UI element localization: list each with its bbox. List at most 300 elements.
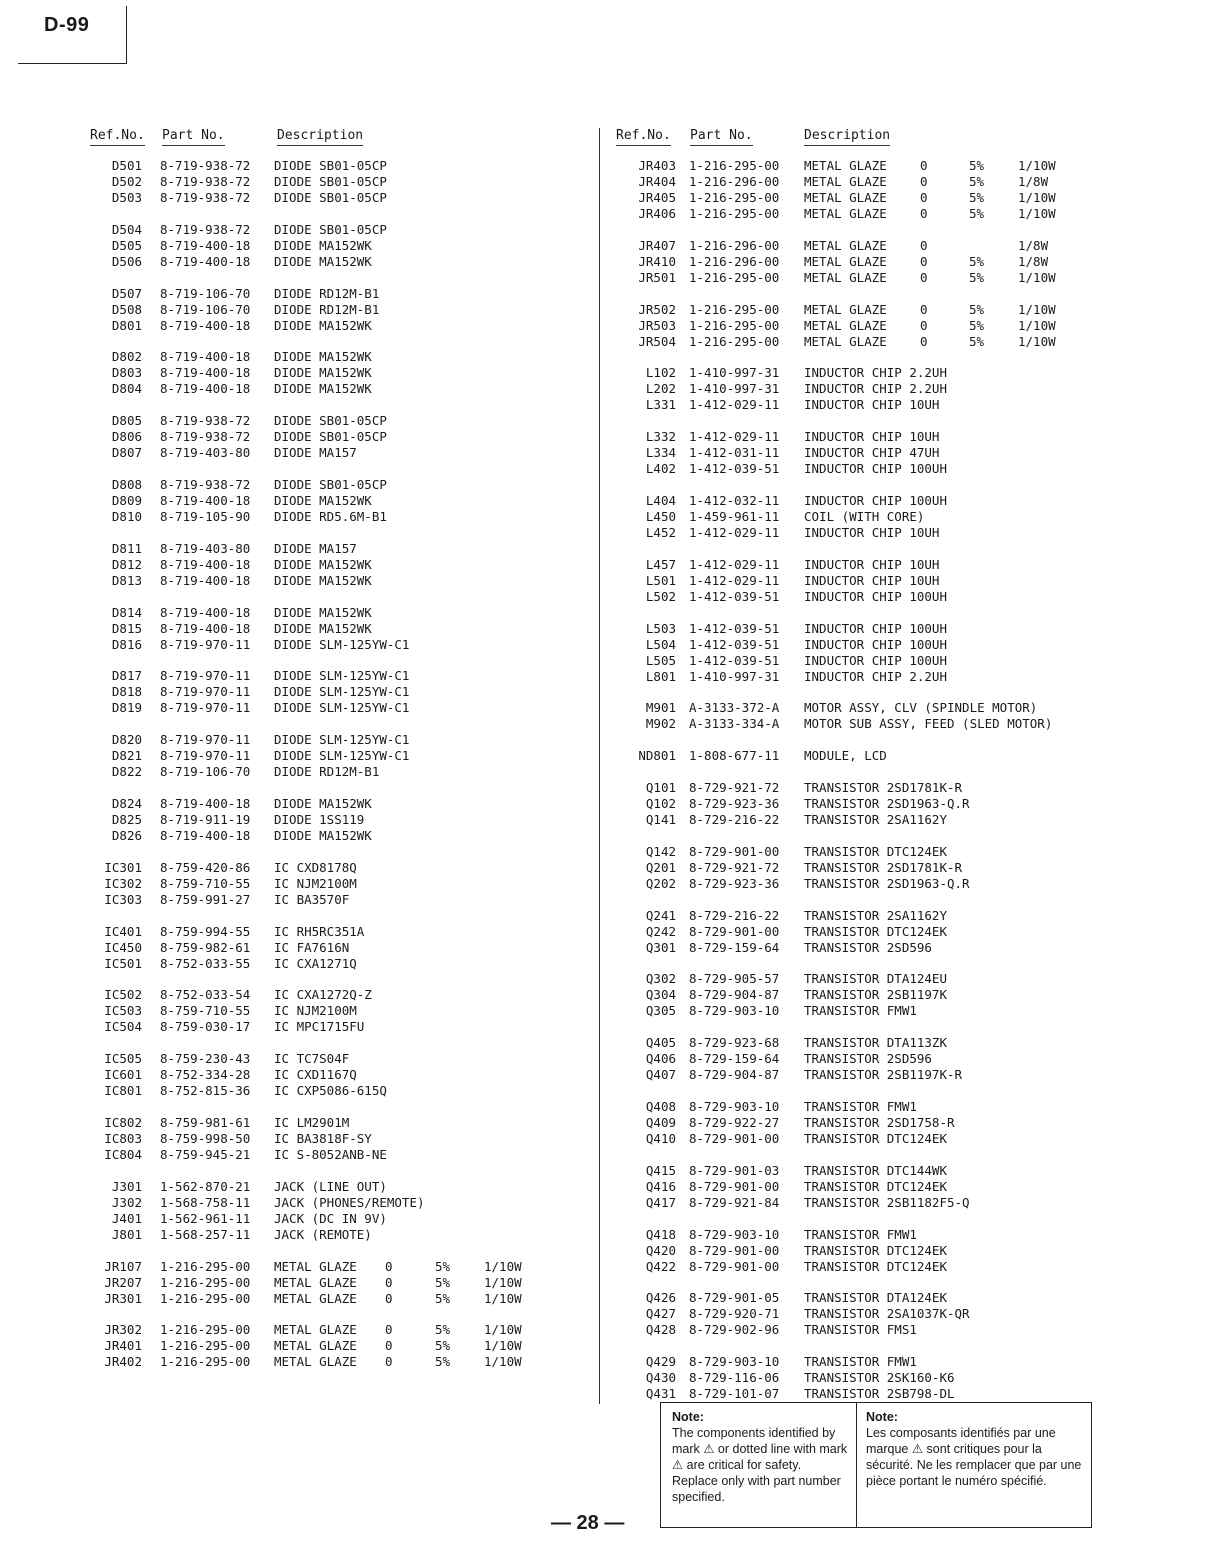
resistance-value: 0 [920, 190, 928, 205]
part-no: 8-729-923-68 [689, 1035, 780, 1051]
ref-no: D806 [111, 429, 142, 445]
model-name: D-99 [44, 14, 90, 36]
part-no: 1-412-029-11 [689, 572, 780, 588]
ref-no: L504 [645, 636, 676, 652]
description: DIODE RD12M-B1 [274, 301, 380, 317]
ref-no: JR410 [638, 253, 676, 269]
ref-no: Q101 [645, 779, 676, 795]
table-row [614, 1322, 1094, 1338]
table-row [614, 748, 1094, 764]
ref-no: D803 [111, 365, 142, 381]
table-row [614, 1370, 1094, 1386]
part-no: 8-759-981-61 [160, 1114, 251, 1130]
table-row [88, 1322, 548, 1338]
description: TRANSISTOR 2SB798-DL [804, 1386, 955, 1402]
part-no: 8-729-116-06 [689, 1370, 780, 1386]
description: TRANSISTOR 2SA1037K-QR [804, 1306, 970, 1322]
description: JACK (REMOTE) [274, 1226, 372, 1242]
parts-list-left [88, 158, 548, 1370]
resistance-value: 0 [385, 1354, 393, 1370]
ref-no: Q301 [645, 939, 676, 955]
part-no: 1-216-295-00 [689, 317, 780, 333]
description: DIODE MA152WK [274, 604, 372, 620]
table-row [614, 1195, 1094, 1211]
resistance-value: 0 [920, 301, 928, 317]
ref-no: L452 [645, 524, 676, 540]
table-header [614, 128, 1094, 150]
ref-no: Q405 [645, 1035, 676, 1051]
table-row [88, 222, 548, 238]
header-ref-no: Ref.No. [90, 128, 145, 146]
parts-group [614, 1099, 1094, 1147]
part-no: 1-412-031-11 [689, 445, 780, 461]
part-no: 1-216-295-00 [689, 190, 780, 205]
ref-no: L202 [645, 381, 676, 397]
table-row [88, 1003, 548, 1019]
description: METAL GLAZE [804, 333, 887, 349]
part-no: 8-729-901-05 [689, 1290, 780, 1306]
part-no: 1-412-039-51 [689, 652, 780, 668]
description: METAL GLAZE [804, 158, 887, 173]
ref-no: Q418 [645, 1226, 676, 1242]
ref-no: JR502 [638, 301, 676, 317]
ref-no: D815 [111, 620, 142, 636]
table-row [614, 621, 1094, 637]
description: IC NJM2100M [274, 1003, 357, 1019]
part-no: 1-216-295-00 [689, 301, 780, 317]
description: IC LM2901M [274, 1114, 350, 1130]
part-no: 1-216-295-00 [160, 1274, 251, 1290]
ref-no: JR404 [638, 174, 676, 189]
ref-no: J301 [111, 1178, 142, 1194]
description: IC CXA1272Q-Z [274, 987, 372, 1003]
ref-no: J801 [111, 1226, 142, 1242]
table-row [88, 1083, 548, 1099]
description: METAL GLAZE [804, 190, 887, 205]
parts-group [614, 158, 1094, 222]
tolerance: 5% [435, 1322, 451, 1338]
table-row [88, 509, 548, 525]
ref-no: D801 [111, 317, 142, 333]
part-no: 1-216-295-00 [689, 158, 780, 173]
description: METAL GLAZE [804, 253, 887, 269]
ref-no: D822 [111, 764, 142, 780]
description: IC CXP5086-615Q [274, 1083, 387, 1099]
ref-no: IC401 [104, 923, 142, 939]
table-row [88, 1275, 548, 1291]
resistance-value: 0 [920, 158, 928, 173]
ref-no: IC802 [104, 1114, 142, 1130]
description: DIODE RD12M-B1 [274, 285, 380, 301]
ref-no: Q428 [645, 1322, 676, 1338]
description: INDUCTOR CHIP 10UH [804, 572, 940, 588]
tolerance: 5% [969, 253, 985, 269]
description: IC CXD8178Q [274, 859, 357, 875]
ref-no: JR402 [104, 1354, 142, 1370]
description: DIODE SLM-125YW-C1 [274, 700, 410, 716]
description: DIODE SLM-125YW-C1 [274, 684, 410, 700]
parts-group [614, 1035, 1094, 1083]
ref-no: IC501 [104, 955, 142, 971]
table-row [88, 1067, 548, 1083]
parts-group [614, 557, 1094, 605]
part-no: 1-410-997-31 [689, 381, 780, 397]
part-no: 1-216-295-00 [160, 1322, 251, 1338]
table-row [614, 429, 1094, 445]
part-no: 8-719-400-18 [160, 365, 251, 381]
wattage: 1/8W [1018, 237, 1049, 253]
part-no: 8-759-991-27 [160, 891, 251, 907]
table-row [614, 908, 1094, 924]
part-no: 8-759-230-43 [160, 1051, 251, 1067]
part-no: 8-759-945-21 [160, 1146, 251, 1162]
table-row [88, 493, 548, 509]
table-row [88, 1354, 548, 1370]
resistance-value: 0 [385, 1290, 393, 1306]
table-row [88, 541, 548, 557]
part-no: 8-719-970-11 [160, 700, 251, 716]
parts-group [614, 748, 1094, 764]
part-no: 8-729-922-27 [689, 1114, 780, 1130]
part-no: 8-752-334-28 [160, 1067, 251, 1083]
description: TRANSISTOR 2SD596 [804, 1051, 932, 1067]
part-no: 1-216-295-00 [160, 1338, 251, 1354]
description: INDUCTOR CHIP 100UH [804, 636, 947, 652]
description: TRANSISTOR DTA113ZK [804, 1035, 947, 1051]
part-no: 8-719-400-18 [160, 317, 251, 333]
table-row [88, 956, 548, 972]
ref-no: Q417 [645, 1194, 676, 1210]
description: INDUCTOR CHIP 100UH [804, 620, 947, 636]
part-no: 8-719-970-11 [160, 668, 251, 684]
description: TRANSISTOR FMW1 [804, 1003, 917, 1019]
ref-no: D506 [111, 253, 142, 269]
table-row [614, 971, 1094, 987]
table-row [88, 381, 548, 397]
tolerance: 5% [969, 333, 985, 349]
ref-no: D810 [111, 508, 142, 524]
part-no: 8-719-938-72 [160, 413, 251, 429]
ref-no: D508 [111, 301, 142, 317]
table-row [614, 1115, 1094, 1131]
parts-group [88, 732, 548, 780]
ref-no: D817 [111, 668, 142, 684]
part-no: 8-719-400-18 [160, 795, 251, 811]
ref-no: D816 [111, 636, 142, 652]
table-row [614, 780, 1094, 796]
resistance-value: 0 [920, 253, 928, 269]
description: METAL GLAZE [804, 237, 887, 253]
part-no: 8-729-903-10 [689, 1098, 780, 1114]
description: INDUCTOR CHIP 100UH [804, 652, 947, 668]
description: INDUCTOR CHIP 2.2UH [804, 668, 947, 684]
table-row [614, 1131, 1094, 1147]
ref-no: L334 [645, 445, 676, 461]
table-row [614, 302, 1094, 318]
part-no: 1-412-029-11 [689, 429, 780, 445]
description: DIODE SB01-05CP [274, 190, 387, 205]
table-row [88, 876, 548, 892]
ref-no: J302 [111, 1194, 142, 1210]
part-no: 8-729-159-64 [689, 1051, 780, 1067]
ref-no: D818 [111, 684, 142, 700]
table-row [88, 1211, 548, 1227]
wattage: 1/10W [1018, 190, 1056, 205]
table-row [88, 892, 548, 908]
part-no: 8-729-901-00 [689, 843, 780, 859]
ref-no: Q427 [645, 1306, 676, 1322]
part-no: 8-729-921-84 [689, 1194, 780, 1210]
ref-no: D821 [111, 748, 142, 764]
ref-no: JR407 [638, 237, 676, 253]
parts-group [88, 1115, 548, 1163]
part-no: 8-719-970-11 [160, 732, 251, 748]
description: TRANSISTOR FMW1 [804, 1354, 917, 1370]
description: TRANSISTOR 2SK160-K6 [804, 1370, 955, 1386]
ref-no: IC601 [104, 1067, 142, 1083]
header-rule-horizontal [18, 63, 127, 64]
table-row [88, 621, 548, 637]
part-no: 8-719-106-70 [160, 285, 251, 301]
part-no: 8-752-033-54 [160, 987, 251, 1003]
description: DIODE SB01-05CP [274, 429, 387, 445]
description: MOTOR ASSY, CLV (SPINDLE MOTOR) [804, 700, 1038, 716]
wattage: 1/10W [1018, 269, 1056, 285]
parts-group [88, 860, 548, 908]
ref-no: D820 [111, 732, 142, 748]
ref-no: Q202 [645, 875, 676, 891]
table-row [614, 669, 1094, 685]
table-row [88, 557, 548, 573]
ref-no: L503 [645, 620, 676, 636]
part-no: 8-719-403-80 [160, 540, 251, 556]
ref-no: Q409 [645, 1114, 676, 1130]
part-no: 8-759-982-61 [160, 939, 251, 955]
description: DIODE SLM-125YW-C1 [274, 748, 410, 764]
tolerance: 5% [969, 269, 985, 285]
description: DIODE MA152WK [274, 237, 372, 253]
table-row [614, 876, 1094, 892]
description: TRANSISTOR 2SB1197K [804, 987, 947, 1003]
table-row [88, 302, 548, 318]
parts-group [88, 605, 548, 653]
wattage: 1/10W [1018, 206, 1056, 221]
part-no: 8-729-901-03 [689, 1162, 780, 1178]
part-no: 8-729-901-00 [689, 1130, 780, 1146]
parts-group [88, 987, 548, 1035]
ref-no: JR401 [104, 1338, 142, 1354]
part-no: 1-216-295-00 [160, 1258, 251, 1274]
ref-no: D502 [111, 174, 142, 189]
ref-no: L331 [645, 397, 676, 413]
ref-no: Q416 [645, 1178, 676, 1194]
wattage: 1/10W [484, 1338, 522, 1354]
table-row [614, 334, 1094, 350]
ref-no: Q201 [645, 859, 676, 875]
table-row [614, 158, 1094, 174]
part-no: 8-759-710-55 [160, 875, 251, 891]
description: JACK (PHONES/REMOTE) [274, 1194, 425, 1210]
part-no: 1-216-295-00 [689, 333, 780, 349]
description: TRANSISTOR 2SA1162Y [804, 811, 947, 827]
table-row [88, 828, 548, 844]
part-no: 8-729-903-10 [689, 1226, 780, 1242]
parts-group [614, 429, 1094, 477]
table-row [614, 509, 1094, 525]
part-no: 1-216-295-00 [160, 1290, 251, 1306]
table-row [614, 589, 1094, 605]
table-row [614, 1243, 1094, 1259]
ref-no: L505 [645, 652, 676, 668]
ref-no: L457 [645, 556, 676, 572]
description: IC BA3570F [274, 891, 350, 907]
ref-no: Q420 [645, 1242, 676, 1258]
parts-group [88, 924, 548, 972]
parts-group [614, 1290, 1094, 1338]
table-row [88, 924, 548, 940]
ref-no: D813 [111, 572, 142, 588]
description: DIODE MA157 [274, 445, 357, 461]
ref-no: J401 [111, 1210, 142, 1226]
table-row [614, 1179, 1094, 1195]
ref-no: IC303 [104, 891, 142, 907]
parts-group [88, 222, 548, 270]
ref-no: D808 [111, 476, 142, 492]
table-row [614, 1354, 1094, 1370]
description: JACK (DC IN 9V) [274, 1210, 387, 1226]
part-no: 8-759-420-86 [160, 859, 251, 875]
description: TRANSISTOR 2SD1781K-R [804, 859, 963, 875]
table-row [614, 206, 1094, 222]
description: TRANSISTOR 2SD596 [804, 939, 932, 955]
table-row [614, 1067, 1094, 1083]
resistance-value: 0 [920, 237, 928, 253]
table-row [88, 349, 548, 365]
ref-no: D804 [111, 381, 142, 397]
description: INDUCTOR CHIP 100UH [804, 461, 947, 477]
table-row [88, 684, 548, 700]
part-no: 8-729-921-72 [689, 859, 780, 875]
wattage: 1/10W [484, 1354, 522, 1370]
description: TRANSISTOR 2SD1758-R [804, 1114, 955, 1130]
table-row [88, 796, 548, 812]
description: DIODE RD5.6M-B1 [274, 508, 387, 524]
ref-no: IC801 [104, 1083, 142, 1099]
description: DIODE MA152WK [274, 492, 372, 508]
ref-no: D809 [111, 492, 142, 508]
table-row [614, 1051, 1094, 1067]
table-row [88, 573, 548, 589]
parts-group [88, 1179, 548, 1243]
table-row [614, 716, 1094, 732]
description: IC TC7S04F [274, 1051, 350, 1067]
part-no: 8-719-400-18 [160, 492, 251, 508]
part-no: 8-719-400-18 [160, 349, 251, 365]
resistance-value: 0 [920, 317, 928, 333]
ref-no: Q102 [645, 795, 676, 811]
table-row [88, 1179, 548, 1195]
table-row [614, 1163, 1094, 1179]
ref-no: L450 [645, 508, 676, 524]
wattage: 1/10W [484, 1258, 522, 1274]
parts-group [88, 413, 548, 461]
table-row [614, 238, 1094, 254]
table-row [88, 987, 548, 1003]
table-row [88, 812, 548, 828]
parts-group [88, 158, 548, 206]
table-row [614, 190, 1094, 206]
safety-note-french [866, 1409, 1084, 1489]
table-row [88, 860, 548, 876]
table-row [614, 637, 1094, 653]
description: DIODE SB01-05CP [274, 476, 387, 492]
table-row [88, 365, 548, 381]
parts-group [614, 621, 1094, 685]
description: IC CXD1167Q [274, 1067, 357, 1083]
parts-group [88, 349, 548, 397]
description: TRANSISTOR 2SB1182F5-Q [804, 1194, 970, 1210]
table-row [614, 1306, 1094, 1322]
wattage: 1/8W [1018, 253, 1049, 269]
table-row [88, 1195, 548, 1211]
part-no: 8-729-905-57 [689, 971, 780, 987]
table-row [614, 1099, 1094, 1115]
description: DIODE MA152WK [274, 365, 372, 381]
parts-group [614, 908, 1094, 956]
table-row [614, 1035, 1094, 1051]
parts-group [614, 493, 1094, 541]
ref-no: L102 [645, 365, 676, 381]
table-row [88, 605, 548, 621]
ref-no: Q302 [645, 971, 676, 987]
part-no: 1-412-039-51 [689, 588, 780, 604]
ref-no: D802 [111, 349, 142, 365]
tolerance: 5% [435, 1258, 451, 1274]
ref-no: JR301 [104, 1290, 142, 1306]
wattage: 1/10W [484, 1290, 522, 1306]
parts-group [88, 668, 548, 716]
ref-no: Q422 [645, 1258, 676, 1274]
table-row [88, 413, 548, 429]
description: DIODE MA152WK [274, 349, 372, 365]
table-row [88, 254, 548, 270]
resistance-value: 0 [385, 1322, 393, 1338]
table-row [614, 174, 1094, 190]
part-no: 8-719-400-18 [160, 620, 251, 636]
ref-no: IC503 [104, 1003, 142, 1019]
parts-group [614, 700, 1094, 732]
description: DIODE MA152WK [274, 317, 372, 333]
parts-group [88, 477, 548, 525]
description: TRANSISTOR DTC124EK [804, 1178, 947, 1194]
ref-no: L404 [645, 492, 676, 508]
ref-no: IC504 [104, 1019, 142, 1035]
description: METAL GLAZE [274, 1338, 357, 1354]
description: DIODE MA152WK [274, 572, 372, 588]
table-row [614, 254, 1094, 270]
part-no: 1-412-029-11 [689, 556, 780, 572]
description: INDUCTOR CHIP 2.2UH [804, 365, 947, 381]
header-rule-vertical [126, 6, 127, 64]
ref-no: JR302 [104, 1322, 142, 1338]
note-divider [856, 1403, 857, 1527]
ref-no: IC302 [104, 875, 142, 891]
table-row [614, 924, 1094, 940]
description: DIODE MA157 [274, 540, 357, 556]
tolerance: 5% [435, 1290, 451, 1306]
description: INDUCTOR CHIP 100UH [804, 492, 947, 508]
parts-list-right [614, 158, 1094, 1402]
